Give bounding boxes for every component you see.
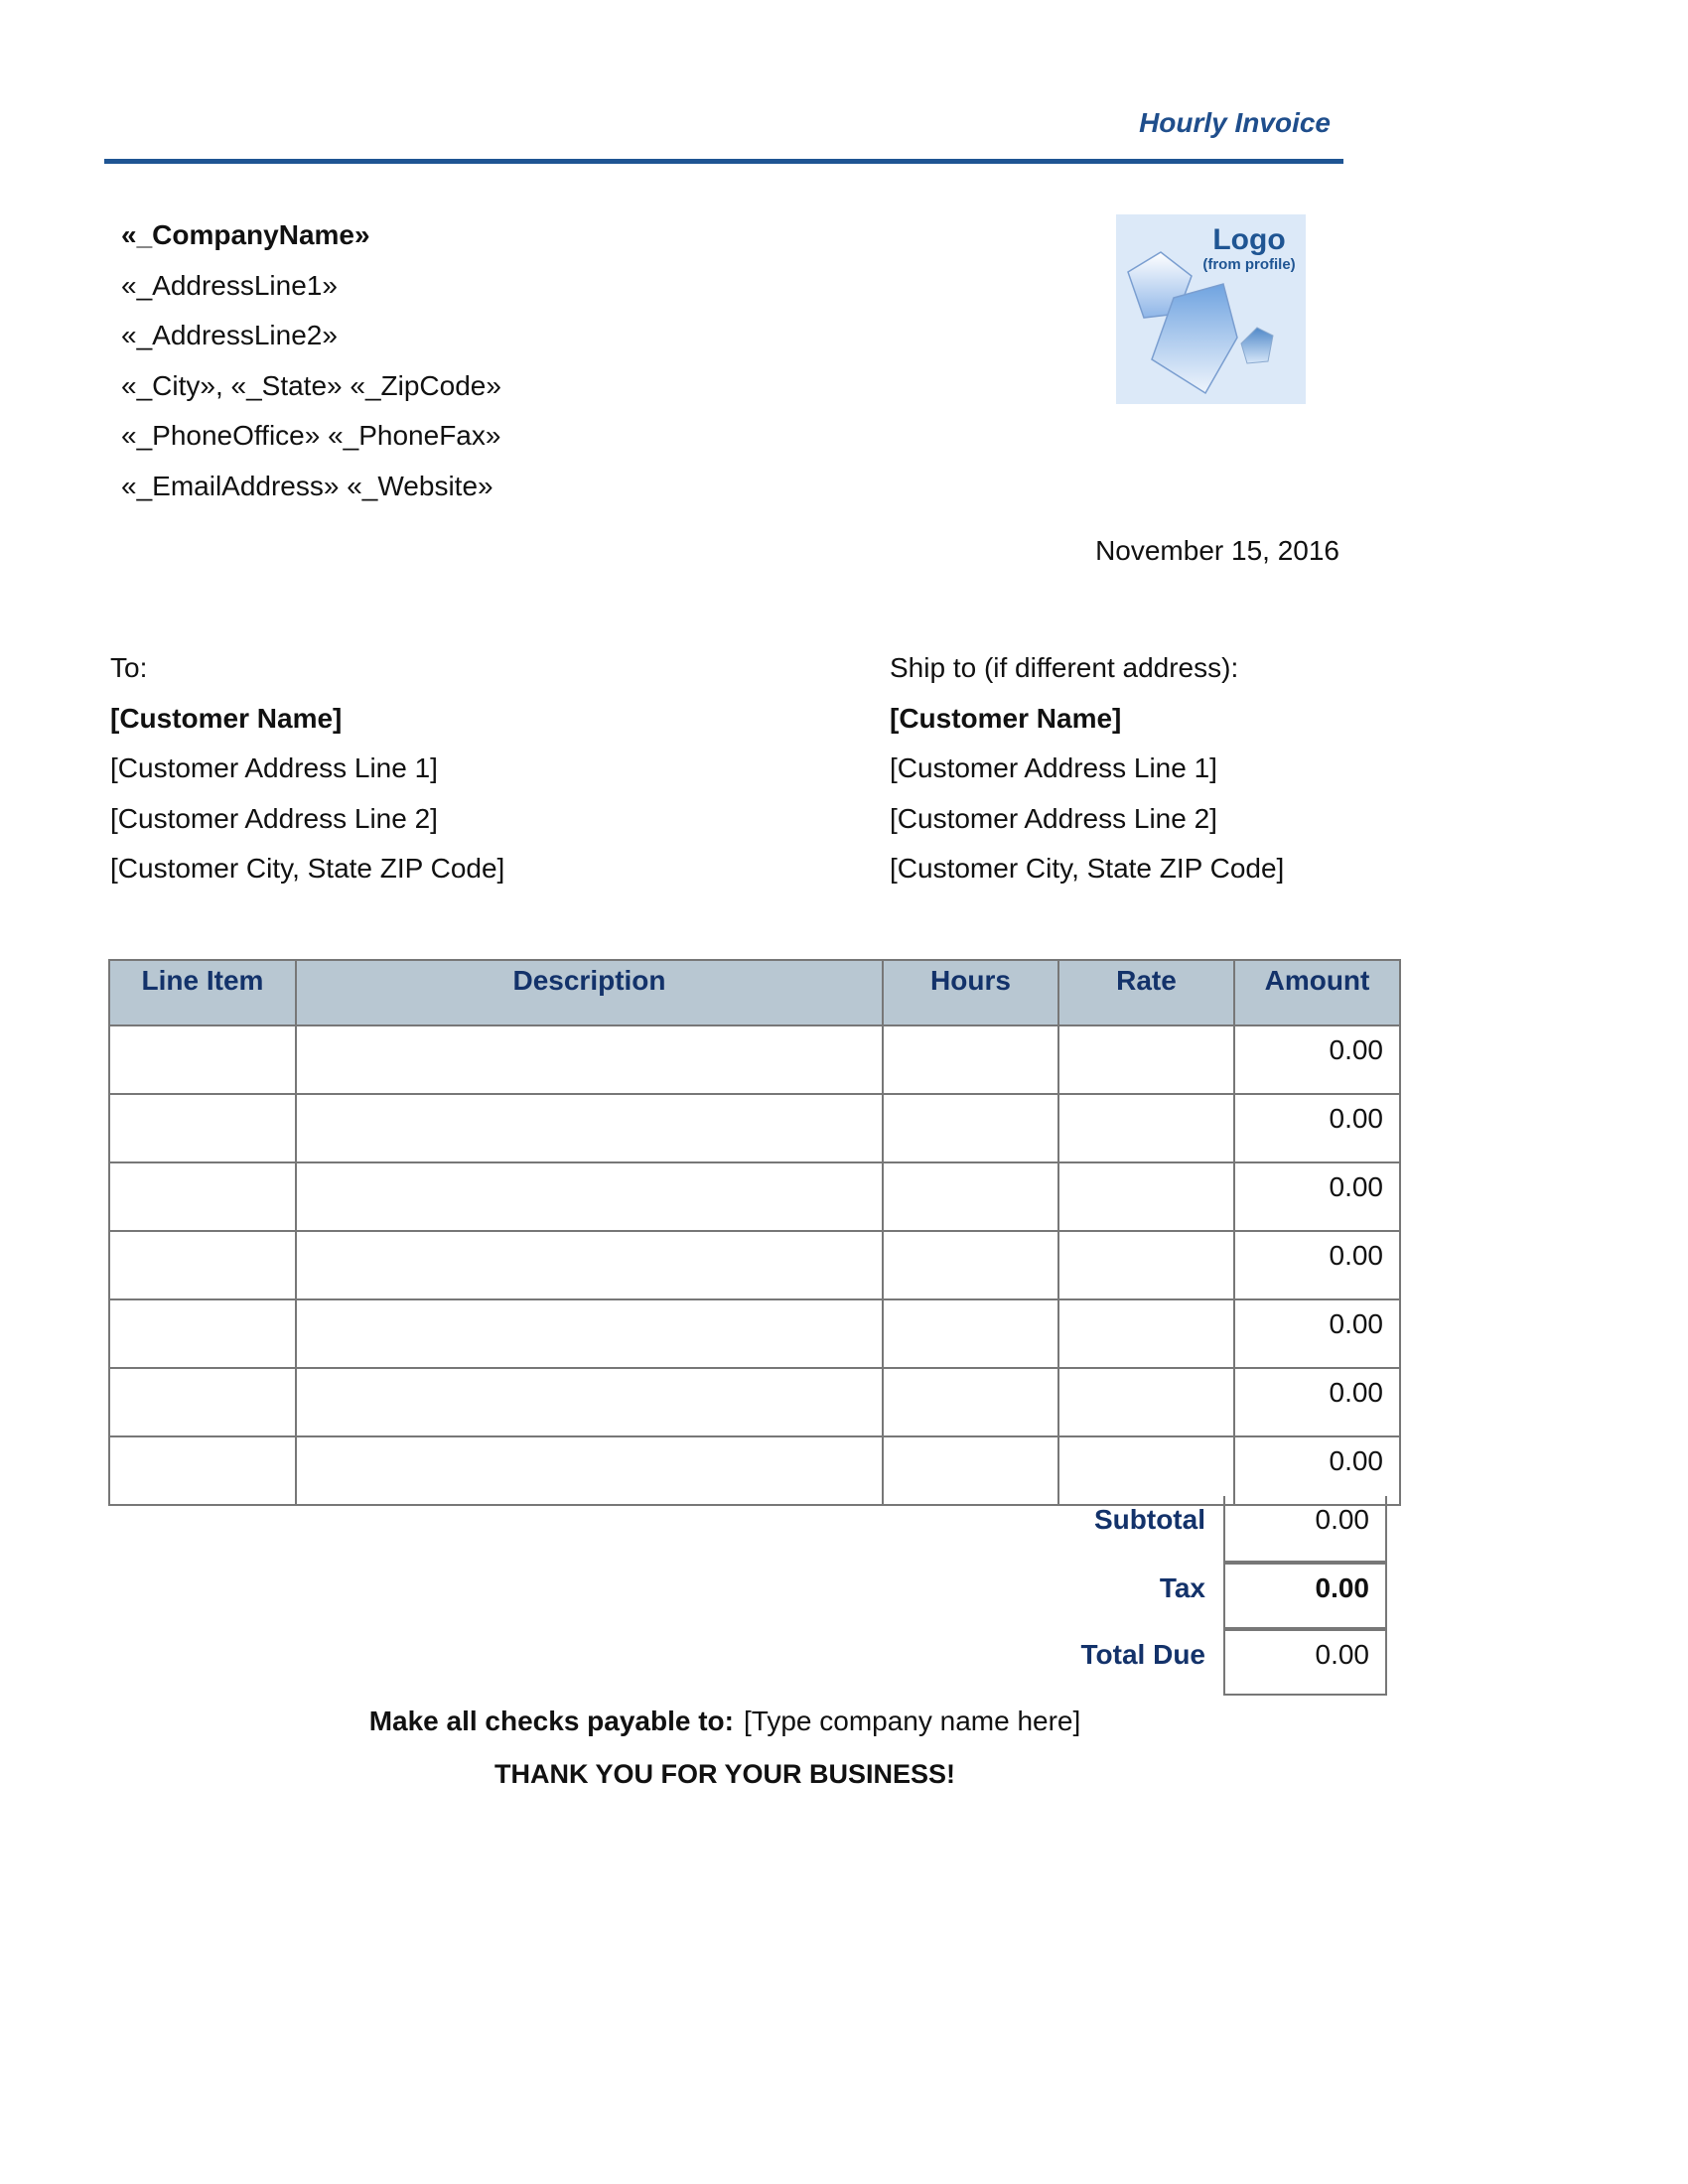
cell-description[interactable] xyxy=(296,1094,883,1162)
cell-amount: 0.00 xyxy=(1234,1231,1400,1299)
cell-description[interactable] xyxy=(296,1162,883,1231)
cell-amount: 0.00 xyxy=(1234,1368,1400,1436)
logo-text: Logo xyxy=(1212,223,1286,256)
total-due-row xyxy=(1080,1629,1387,1696)
header-line-item: Line Item xyxy=(109,960,296,1025)
cell-line-item[interactable] xyxy=(109,1299,296,1368)
bill-to-name: [Customer Name] xyxy=(110,702,343,734)
invoice-title: Hourly Invoice xyxy=(1139,107,1331,138)
cell-amount: 0.00 xyxy=(1234,1299,1400,1368)
thank-you-message: THANK YOU FOR YOUR BUSINESS! xyxy=(493,1759,956,1789)
payable-line xyxy=(0,1706,1450,1737)
cell-amount: 0.00 xyxy=(1234,1094,1400,1162)
cell-description[interactable] xyxy=(296,1231,883,1299)
total-due-label: Total Due xyxy=(1080,1639,1205,1670)
company-logo xyxy=(1116,214,1306,404)
subtotal-label: Subtotal xyxy=(1094,1504,1205,1535)
cell-line-item[interactable] xyxy=(109,1162,296,1231)
cell-hours[interactable] xyxy=(883,1368,1058,1436)
table-row xyxy=(109,1436,1400,1505)
table-row xyxy=(109,1025,1400,1094)
bill-to-block xyxy=(110,643,504,894)
tax-label: Tax xyxy=(1159,1572,1205,1603)
subtotal-value: 0.00 xyxy=(1315,1504,1369,1535)
table-row xyxy=(109,1231,1400,1299)
cell-amount: 0.00 xyxy=(1234,1436,1400,1505)
cell-description[interactable] xyxy=(296,1299,883,1368)
cell-description[interactable] xyxy=(296,1025,883,1094)
cell-rate[interactable] xyxy=(1058,1368,1234,1436)
header-amount: Amount xyxy=(1234,960,1400,1025)
cell-rate[interactable] xyxy=(1058,1231,1234,1299)
logo-subtext: (from profile) xyxy=(1202,256,1296,273)
ship-to-name: [Customer Name] xyxy=(890,702,1122,734)
ship-to-block xyxy=(890,643,1284,894)
cell-hours[interactable] xyxy=(883,1025,1058,1094)
table-row xyxy=(109,1162,1400,1231)
cell-hours[interactable] xyxy=(883,1231,1058,1299)
subtotal-row xyxy=(1094,1496,1387,1563)
company-name: «_CompanyName» xyxy=(121,219,370,250)
invoice-date: November 15, 2016 xyxy=(1095,535,1339,566)
header-description: Description xyxy=(296,960,883,1025)
bill-to-label: To: xyxy=(110,652,148,683)
cell-amount: 0.00 xyxy=(1234,1162,1400,1231)
company-city-state-zip: «_City», «_State» «_ZipCode» xyxy=(121,369,501,401)
cell-rate[interactable] xyxy=(1058,1436,1234,1505)
company-phones: «_PhoneOffice» «_PhoneFax» xyxy=(121,420,501,451)
ship-to-label: Ship to (if different address): xyxy=(890,652,1239,683)
cell-hours[interactable] xyxy=(883,1299,1058,1368)
header-hours: Hours xyxy=(883,960,1058,1025)
company-address-line1: «_AddressLine1» xyxy=(121,269,338,301)
title-divider xyxy=(104,159,1343,164)
cell-hours[interactable] xyxy=(883,1436,1058,1505)
cell-hours[interactable] xyxy=(883,1162,1058,1231)
payable-company[interactable]: [Type company name here] xyxy=(743,1706,1081,1736)
cell-rate[interactable] xyxy=(1058,1162,1234,1231)
cell-description[interactable] xyxy=(296,1368,883,1436)
table-header-row xyxy=(109,960,1400,1025)
cell-line-item[interactable] xyxy=(109,1436,296,1505)
cell-description[interactable] xyxy=(296,1436,883,1505)
total-due-value: 0.00 xyxy=(1315,1639,1369,1670)
cell-rate[interactable] xyxy=(1058,1299,1234,1368)
cell-line-item[interactable] xyxy=(109,1094,296,1162)
line-items-table xyxy=(108,959,1401,1506)
ship-to-address-line1: [Customer Address Line 1] xyxy=(890,752,1217,783)
table-row xyxy=(109,1368,1400,1436)
payable-label: Make all checks payable to: xyxy=(368,1706,734,1736)
company-email-website: «_EmailAddress» «_Website» xyxy=(121,470,493,501)
company-block xyxy=(121,210,501,511)
tax-value[interactable]: 0.00 xyxy=(1315,1572,1369,1603)
cell-amount: 0.00 xyxy=(1234,1025,1400,1094)
cell-line-item[interactable] xyxy=(109,1231,296,1299)
cell-rate[interactable] xyxy=(1058,1094,1234,1162)
bill-to-address-line2: [Customer Address Line 2] xyxy=(110,802,438,834)
bill-to-address-line1: [Customer Address Line 1] xyxy=(110,752,438,783)
cell-line-item[interactable] xyxy=(109,1368,296,1436)
tax-row xyxy=(1159,1563,1387,1629)
table-row xyxy=(109,1299,1400,1368)
cell-line-item[interactable] xyxy=(109,1025,296,1094)
ship-to-city-state-zip: [Customer City, State ZIP Code] xyxy=(890,853,1285,884)
header-rate: Rate xyxy=(1058,960,1234,1025)
company-address-line2: «_AddressLine2» xyxy=(121,320,338,350)
cell-hours[interactable] xyxy=(883,1094,1058,1162)
cell-rate[interactable] xyxy=(1058,1025,1234,1094)
table-row xyxy=(109,1094,1400,1162)
logo-shape-small xyxy=(1241,328,1273,363)
bill-to-city-state-zip: [Customer City, State ZIP Code] xyxy=(110,853,505,884)
ship-to-address-line2: [Customer Address Line 2] xyxy=(890,802,1217,834)
totals-block xyxy=(1080,1496,1387,1696)
